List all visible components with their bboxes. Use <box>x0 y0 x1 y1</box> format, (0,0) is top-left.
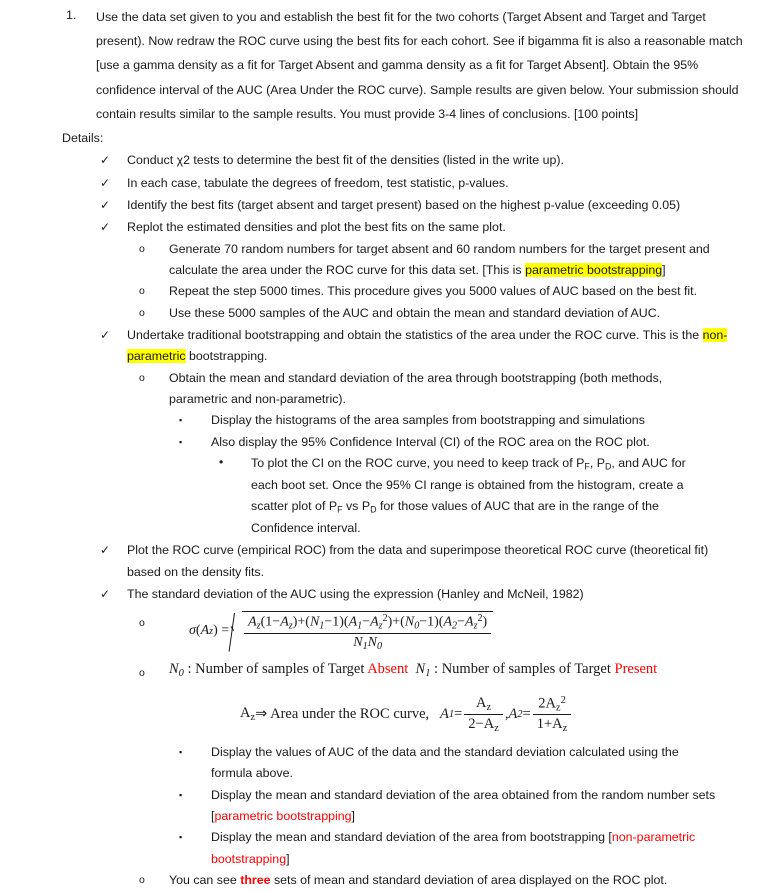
circle-item-obtain-mean-std <box>0 368 779 411</box>
A2-den-text: 1+A <box>536 716 563 733</box>
display-mean-bootstrapping-text <box>211 827 779 870</box>
num-part3: )+( <box>292 614 310 630</box>
circle-item-generate-random <box>0 239 779 282</box>
sqrt-radical-group <box>229 611 493 651</box>
details-label: Details: <box>62 130 104 145</box>
check-item-std-dev-expression <box>0 584 779 605</box>
A2-den-sub: z <box>562 723 568 735</box>
num-A4-sub: z <box>378 620 383 632</box>
sigma-paren-open: ( <box>195 623 201 639</box>
A1-equals: = <box>454 705 463 722</box>
sigma-symbol: σ <box>189 623 196 639</box>
three-emphasis: three <box>240 873 271 887</box>
A1-num-sub: z <box>486 701 492 713</box>
identify-best-fits-text: Identify the best fits (target absent and target present) based on the highest p-value (exceeding 0.05) <box>127 197 681 212</box>
A2-equals: = <box>522 705 531 722</box>
A2-numerator <box>533 695 572 715</box>
den-N1: N <box>353 634 363 650</box>
num-part8: − <box>457 614 465 630</box>
n0-n1-definitions <box>169 661 657 679</box>
obtain-mean-std-text: Obtain the mean and standard deviation of the area through bootstrapping (both methods, parametric and non-parametric). <box>169 370 663 406</box>
mean-random-suffix: ] <box>351 809 355 824</box>
num-A6-sub: z <box>473 620 478 632</box>
num-A1-sub: z <box>256 620 261 632</box>
A2-symbol: A <box>508 705 518 722</box>
definitions-n0-n1-row <box>0 661 779 686</box>
circle-bullet-icon: o <box>139 285 145 298</box>
sqrt-contents <box>242 611 493 651</box>
undertake-suffix: bootstrapping. <box>185 349 268 364</box>
document-page <box>0 5 779 887</box>
mean-boot-prefix: Display the mean and standard deviation of the area from bootstrapping [ <box>211 830 612 845</box>
plot-ci-text <box>251 453 779 539</box>
az-definitions-row <box>0 695 779 735</box>
A1-subscript: 1 <box>448 708 455 720</box>
bullet-item-plot-ci <box>0 453 779 539</box>
check-item-undertake-bootstrapping <box>0 325 779 368</box>
pf-subscript: F <box>584 461 590 472</box>
num-A3-sub: 1 <box>357 620 363 632</box>
check-item-identify-best-fits <box>0 195 779 216</box>
plot-ci-part-4: vs P <box>342 499 371 514</box>
num-A1: A <box>248 614 257 630</box>
N1-subscript: 1 <box>425 668 431 680</box>
num-N0-sub: 0 <box>414 620 420 632</box>
three-sets-prefix: You can see <box>169 873 241 887</box>
A2-denominator <box>533 714 572 734</box>
circle-bullet-icon: o <box>139 617 145 630</box>
A1-symbol: A <box>440 705 449 722</box>
check-item-plot-roc-curve <box>0 540 779 583</box>
circle-bullet-icon: o <box>139 371 145 384</box>
chi-test-text: Conduct χ2 tests to determine the best fit of the densities (listed in the write up). <box>127 153 564 168</box>
plot-ci-part-1: To plot the CI on the ROC curve, you need to keep track of P <box>251 455 585 470</box>
tabulate-text: In each case, tabulate the degrees of freedom, test statistic, p-values. <box>127 175 509 190</box>
square-item-also-display-ci <box>0 432 779 453</box>
undertake-prefix: Undertake traditional bootstrapping and obtain the statistics of the area under the ROC curve. This is the <box>127 327 703 342</box>
square-bullet-icon: ▪ <box>179 789 183 800</box>
num-part7: −1)( <box>419 614 444 630</box>
non-parametric-highlight: non-parametric <box>127 327 728 364</box>
A1-num-A: A <box>475 694 487 711</box>
plot-roc-curve-text: Plot the ROC curve (empirical ROC) from the data and superimpose theoretical ROC curve (theoretical fit) based on the density fits. <box>127 543 709 579</box>
num-A6: A <box>465 614 474 630</box>
check-icon: ✓ <box>100 586 111 601</box>
check-item-chi-test <box>0 150 779 171</box>
num-A3: A <box>348 614 358 630</box>
target-absent-label: Absent <box>367 661 409 678</box>
also-display-ci-text: Also display the 95% Confidence Interval (CI) of the ROC area on the ROC plot. <box>211 434 650 449</box>
num-part2: (1− <box>260 614 281 630</box>
non-parametric-bootstrapping-red: non-parametric bootstrapping <box>211 830 696 866</box>
num-A2-sub: z <box>288 620 293 632</box>
parametric-bootstrapping-highlight: parametric bootstrapping <box>525 262 663 277</box>
den-N1-sub: 1 <box>362 640 368 652</box>
den-N0-sub: 0 <box>377 640 383 652</box>
item-1-text: Use the data set given to you and establish the best fit for the two cohorts (Target Absent and Target and Target present). Now redraw the ROC curve using the best fits for each cohort. See if bigamma fit is also a reasonable match [use a gamma density as a fit for Target Absent and gamma density as a fit for Target Absent]. Obtain the 95% confidence interval of the AUC (Area Under the ROC curve). Sample results are given below. Your submission should contain results similar to the sample results. You must provide 3-4 lines of conclusions. [100 points] <box>96 10 743 121</box>
round-bullet-icon: • <box>219 454 224 469</box>
std-dev-expression-text: The standard deviation of the AUC using the expression (Hanley and McNeil, 1982) <box>127 586 584 601</box>
A2-fraction <box>533 695 572 735</box>
num-A4: A <box>370 614 379 630</box>
num-A6-sup: 2 <box>477 613 483 625</box>
generate-random-suffix: ] <box>662 262 666 277</box>
check-item-tabulate <box>0 173 779 194</box>
generate-random-prefix: Generate 70 random numbers for target absent and 60 random numbers for the target present and calculate the area under the ROC curve for this data set. [This is <box>169 241 710 277</box>
circle-item-use-5000-samples <box>0 303 779 324</box>
pf-subscript-2: F <box>337 504 343 515</box>
num-part5: − <box>362 614 371 630</box>
use-5000-samples-text: Use these 5000 samples of the AUC and obtain the mean and standard deviation of AUC. <box>169 305 661 320</box>
A1-numerator <box>464 695 503 714</box>
replot-text: Replot the estimated densities and plot the best fits on the same plot. <box>127 220 506 235</box>
plot-ci-part-5: for those values of AUC that are in the range of the Confidence interval. <box>251 499 659 535</box>
check-icon: ✓ <box>100 197 111 212</box>
N1-symbol: N <box>415 661 426 678</box>
three-sets-text <box>169 870 779 891</box>
circle-bullet-icon: o <box>139 667 145 680</box>
az-symbol <box>240 705 255 723</box>
check-icon: ✓ <box>100 153 111 168</box>
circle-bullet-icon: o <box>139 874 145 886</box>
three-sets-suffix: sets of mean and standard deviation of area displayed on the ROC plot. <box>270 873 668 887</box>
sigma-formula <box>189 611 493 651</box>
A1-denominator <box>464 714 503 734</box>
square-item-display-mean-bootstrapping <box>0 827 779 870</box>
sigma-equals: ) = <box>213 623 230 639</box>
mean-boot-suffix: ] <box>286 851 290 866</box>
A2-num-text: 2A <box>538 695 556 712</box>
undertake-bootstrapping-text <box>127 325 779 368</box>
numbered-item-1 <box>0 5 779 126</box>
display-auc-values-text: Display the values of AUC of the data and the standard deviation calculated using the formula above. <box>211 745 679 781</box>
az-sub: z <box>250 712 256 724</box>
square-bullet-icon: ▪ <box>179 415 183 426</box>
num-part9: ) <box>482 614 488 630</box>
check-icon: ✓ <box>100 327 111 342</box>
sigma-arg-sub: z <box>209 625 214 637</box>
pd-subscript: D <box>604 461 612 472</box>
az-comma: , <box>504 705 509 722</box>
A1-den-text: 2−A <box>468 715 495 732</box>
fraction-numerator <box>244 613 491 632</box>
square-bullet-icon: ▪ <box>179 747 183 758</box>
num-part4: −1)( <box>324 614 349 630</box>
den-N0: N <box>367 634 378 650</box>
circle-item-repeat-5000 <box>0 281 779 302</box>
num-N0: N <box>404 614 415 630</box>
generate-random-text <box>169 239 779 282</box>
A2-num-sup: 2 <box>560 694 566 706</box>
N0-symbol: N <box>169 661 179 678</box>
list-number-marker: 1. <box>66 8 77 22</box>
circle-bullet-icon: o <box>139 242 145 255</box>
N1-definition-text: : Number of samples of Target <box>430 661 615 678</box>
check-icon: ✓ <box>100 220 111 235</box>
mean-random-prefix: Display the mean and standard deviation of the area obtained from the random number sets [ <box>211 787 716 824</box>
radical-sign-icon <box>229 611 242 651</box>
check-icon: ✓ <box>100 175 111 190</box>
A2-subscript: 2 <box>517 708 523 720</box>
variance-fraction <box>244 613 491 651</box>
num-A5-sub: 2 <box>452 620 458 632</box>
square-item-display-histograms <box>0 410 779 431</box>
pd-subscript-2: D <box>370 504 377 515</box>
num-A4-sup: 2 <box>382 613 388 625</box>
plot-ci-part-3: , and AUC for each boot set. Once the 95% CI range is obtained from the histogram, create a scatter plot of P <box>251 455 686 514</box>
parametric-bootstrapping-red: parametric bootstrapping <box>214 809 352 824</box>
A2-num-sub: z <box>555 702 561 714</box>
check-icon: ✓ <box>100 543 111 558</box>
square-bullet-icon: ▪ <box>179 832 183 843</box>
A1-fraction <box>464 695 503 734</box>
circle-item-three-sets <box>0 870 779 891</box>
num-A5: A <box>443 614 453 630</box>
az-definition-text: ⇒ Area under the ROC curve, <box>255 705 430 722</box>
A1-den-sub: z <box>494 722 499 734</box>
repeat-5000-text: Repeat the step 5000 times. This procedure gives you 5000 values of AUC based on the best fit. <box>169 284 698 299</box>
target-present-label: Present <box>614 661 658 678</box>
square-bullet-icon: ▪ <box>179 436 183 447</box>
num-part6: )+( <box>387 614 405 630</box>
N0-subscript: 0 <box>178 668 184 680</box>
num-N1-sub: 1 <box>319 620 325 632</box>
check-item-replot <box>0 217 779 238</box>
circle-bullet-icon: o <box>139 306 145 319</box>
N0-definition-text: : Number of samples of Target <box>183 661 368 678</box>
plot-ci-part-2: , P <box>589 455 605 470</box>
fraction-denominator <box>244 633 491 652</box>
display-histograms-text: Display the histograms of the area samples from bootstrapping and simulations <box>211 413 645 428</box>
display-mean-random-sets-text <box>211 785 779 828</box>
az-A: A <box>240 705 251 722</box>
num-A2: A <box>280 614 289 630</box>
formula-sigma-row <box>0 611 779 651</box>
num-N1: N <box>309 614 320 630</box>
sigma-arg-A: A <box>200 623 210 639</box>
square-item-display-mean-random-sets <box>0 785 779 828</box>
square-item-display-auc-values <box>0 742 779 785</box>
